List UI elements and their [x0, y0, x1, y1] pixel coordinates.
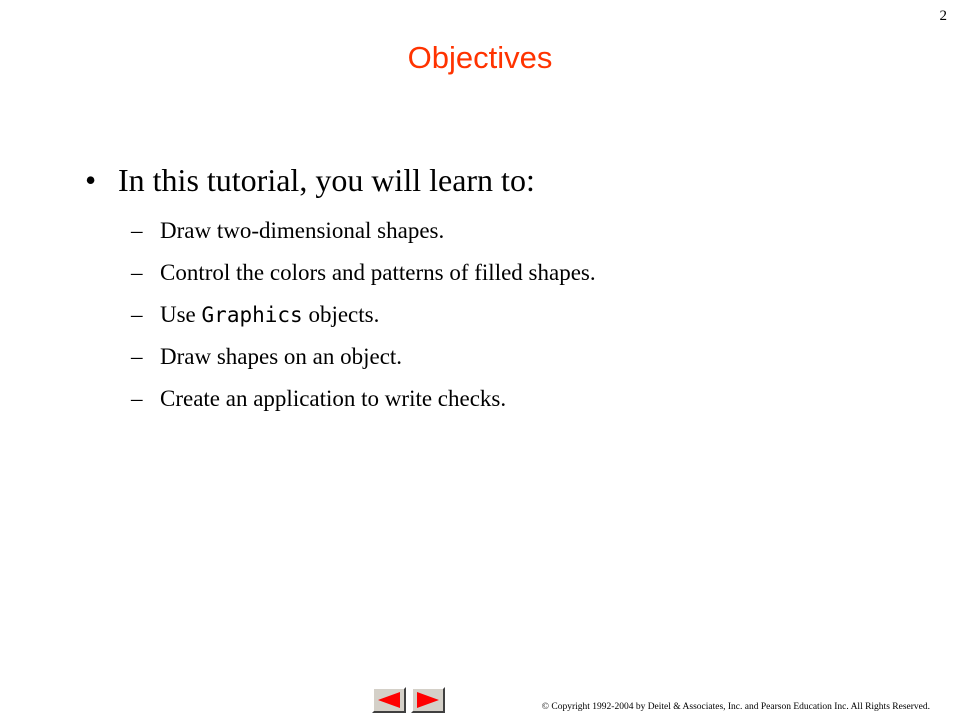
left-arrow-icon — [377, 691, 401, 709]
sub-bullet-list — [131, 212, 596, 422]
sub-bullet-text: Draw two-dimensional shapes. — [160, 218, 445, 243]
sub-bullet-text-post: objects. — [302, 302, 380, 327]
sub-bullet-item — [131, 338, 596, 380]
slide-number: 2 — [939, 8, 947, 24]
sub-bullet-item — [131, 296, 596, 338]
code-term: Graphics — [201, 303, 303, 327]
sub-bullet-text: Draw shapes on an object. — [160, 344, 403, 369]
right-arrow-icon — [416, 691, 440, 709]
sub-bullet-item — [131, 380, 596, 422]
sub-bullet-item — [131, 254, 596, 296]
dash-marker: – — [131, 218, 143, 243]
slide-navigation — [372, 687, 445, 713]
sub-bullet-item — [131, 212, 596, 254]
main-bullet — [85, 162, 535, 199]
sub-bullet-text: Create an application to write checks. — [160, 386, 507, 411]
dash-marker: – — [131, 260, 143, 285]
bullet-marker: • — [85, 162, 97, 198]
copyright-notice: © Copyright 1992-2004 by Deitel & Associates, Inc. and Pearson Education Inc. All Rights Reserved. — [541, 702, 930, 712]
sub-bullet-text: Control the colors and patterns of filled shapes. — [160, 260, 596, 285]
main-bullet-text: In this tutorial, you will learn to: — [118, 162, 535, 198]
previous-slide-button[interactable] — [372, 687, 406, 713]
slide-title: Objectives — [407, 40, 553, 75]
dash-marker: – — [131, 344, 143, 369]
next-slide-button[interactable] — [411, 687, 445, 713]
dash-marker: – — [131, 386, 143, 411]
sub-bullet-text-pre: Use — [160, 302, 202, 327]
dash-marker: – — [131, 302, 143, 327]
